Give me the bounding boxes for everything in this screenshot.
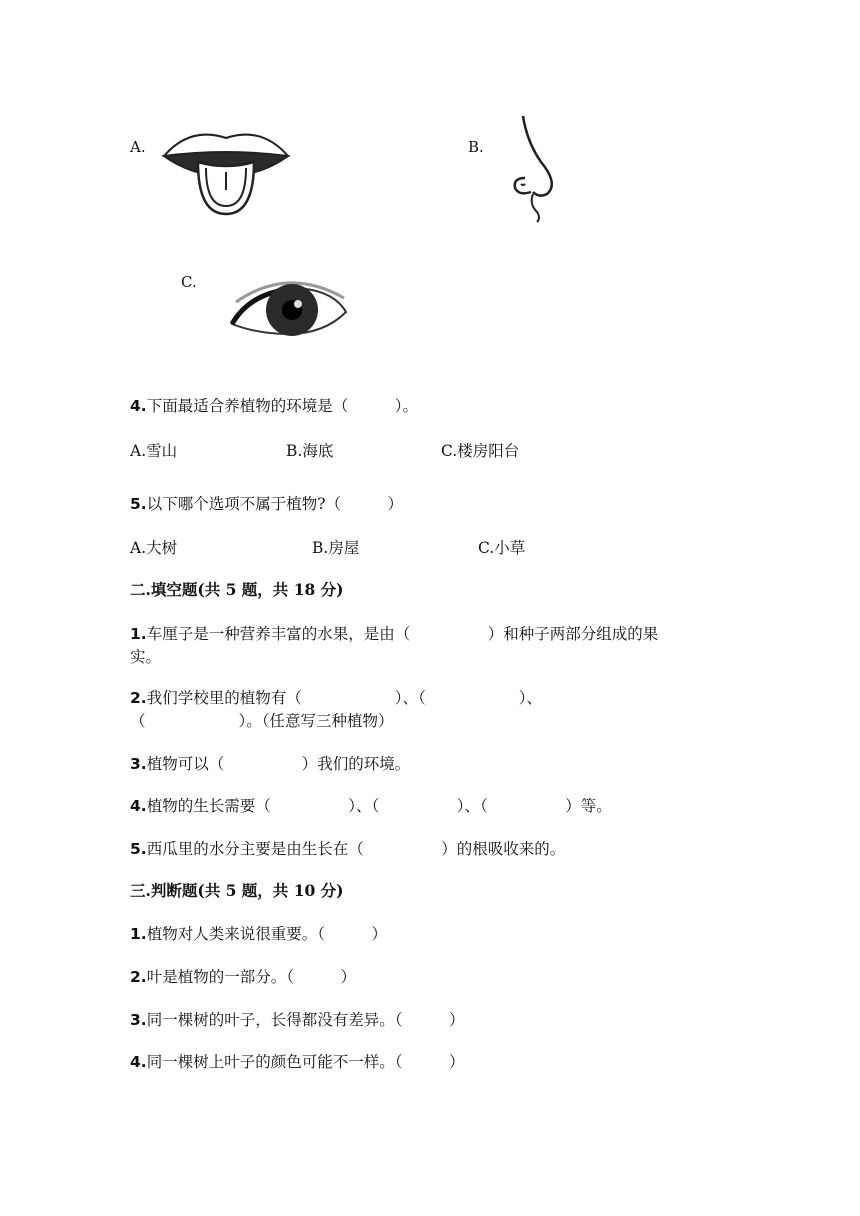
fill-question-2-cont: （ ）。（任意写三种植物） — [130, 712, 394, 730]
q5-option-c: C.小草 — [478, 539, 526, 557]
q4-option-c: C.楼房阳台 — [441, 442, 520, 460]
tongue-mouth-icon — [160, 118, 292, 218]
fill-question-1: 1.车厘子是一种营养丰富的水果，是由（ ）和种子两部分组成的果 — [130, 625, 659, 643]
option-label-b: B. — [468, 138, 484, 156]
section-2-title: 二.填空题(共 5 题，共 18 分) — [130, 580, 344, 599]
fill-question-5: 5.西瓜里的水分主要是由生长在（ ）的根吸收来的。 — [130, 840, 566, 858]
question-5: 5.以下哪个选项不属于植物?（ ） — [130, 495, 403, 513]
eye-icon — [228, 272, 350, 338]
q5-option-b: B.房屋 — [312, 539, 360, 557]
q5-option-a: A.大树 — [130, 539, 178, 557]
fill-question-4: 4.植物的生长需要（ ）、（ ）、（ ）等。 — [130, 797, 612, 815]
judge-question-4: 4.同一棵树上叶子的颜色可能不一样。（ ） — [130, 1053, 465, 1071]
question-4: 4.下面最适合养植物的环境是（ ）。 — [130, 397, 418, 415]
option-label-a: A. — [130, 138, 146, 156]
fill-question-1-cont: 实。 — [130, 648, 162, 666]
option-label-c: C. — [181, 273, 197, 291]
q4-option-b: B.海底 — [286, 442, 334, 460]
q4-option-a: A.雪山 — [130, 442, 178, 460]
nose-icon — [505, 112, 565, 224]
judge-question-3: 3.同一棵树的叶子，长得都没有差异。（ ） — [130, 1011, 465, 1029]
judge-question-1: 1.植物对人类来说很重要。（ ） — [130, 925, 387, 943]
fill-question-2: 2.我们学校里的植物有（ ）、（ ）、 — [130, 689, 542, 707]
fill-question-3: 3.植物可以（ ）我们的环境。 — [130, 755, 411, 773]
judge-question-2: 2.叶是植物的一部分。（ ） — [130, 968, 356, 986]
section-3-title: 三.判断题(共 5 题，共 10 分) — [130, 881, 344, 900]
